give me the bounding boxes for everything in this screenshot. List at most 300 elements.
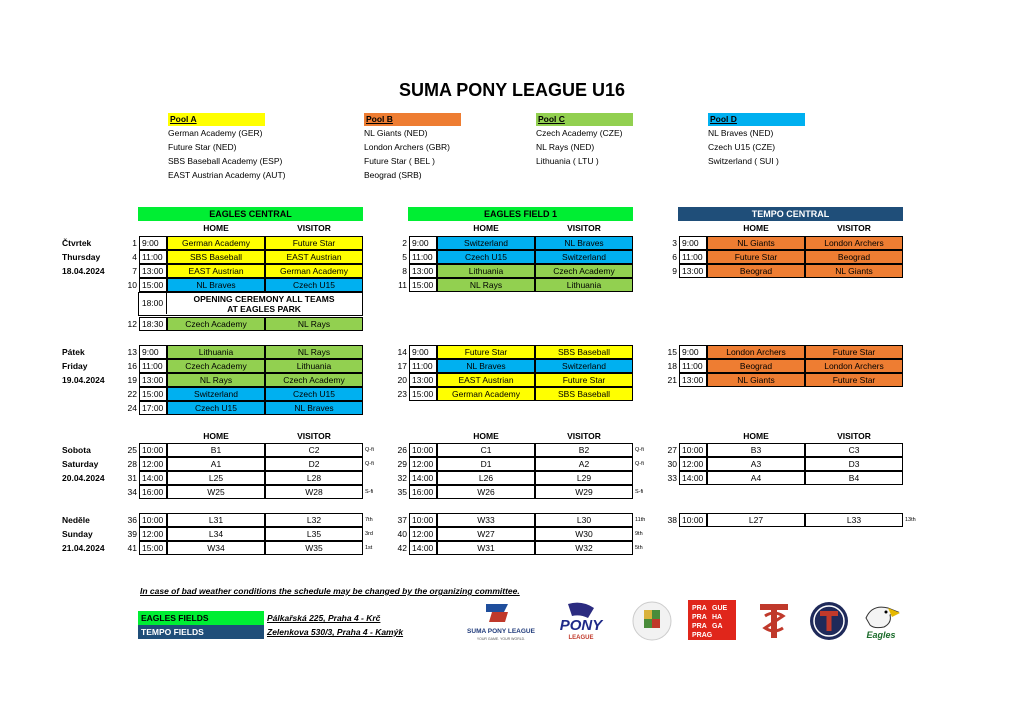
pool-c [536,113,716,168]
game-number: 6 [672,252,677,262]
legend-tempo [138,625,403,639]
game-time: 15:00 [139,541,167,555]
game-row [661,236,931,250]
visitor-column-header: VISITOR [567,431,601,441]
game-time: 12:00 [679,457,707,471]
visitor-team: A2 [535,457,633,471]
round-note: Q-fi [635,447,644,453]
game-time: 14:00 [679,471,707,485]
game-row [391,250,661,264]
home-team: German Academy [167,236,265,250]
game-number: 20 [397,375,407,385]
game-time: 10:00 [679,443,707,457]
home-team: W34 [167,541,265,555]
page-title: SUMA PONY LEAGUE U16 [398,80,626,100]
game-time: 11:00 [679,250,707,264]
home-team: B1 [167,443,265,457]
game-row [121,278,391,292]
home-team: Czech U15 [167,401,265,415]
game-row [121,359,391,373]
visitor-team: NL Rays [265,345,363,359]
game-time: 11:00 [409,250,437,264]
game-row [391,443,661,457]
game-time: 18:30 [139,317,167,331]
visitor-team: W35 [265,541,363,555]
visitor-team: Czech U15 [265,387,363,401]
svg-text:PRA: PRA [692,605,707,612]
visitor-team: B2 [535,443,633,457]
home-team: London Archers [707,345,805,359]
home-team: Beograd [707,264,805,278]
field-header: TEMPO CENTRAL [678,207,903,221]
home-team: W31 [437,541,535,555]
svg-text:Eagles: Eagles [866,630,896,640]
game-row [391,513,661,527]
game-row [391,264,661,278]
ceremony-label: OPENING CEREMONY ALL TEAMS AT EAGLES PARK [193,294,335,314]
game-row [391,387,661,401]
game-row [121,345,391,359]
suma-logo-icon [462,600,540,642]
game-time: 11:00 [409,359,437,373]
round-note: 11th [635,517,646,523]
home-team: NL Rays [167,373,265,387]
pool-team: Future Star ( BEL ) [364,156,436,166]
pool-team: Switzerland ( SUI ) [708,156,779,166]
game-time: 10:00 [139,513,167,527]
game-time: 10:00 [409,443,437,457]
game-number: 27 [667,445,677,455]
game-row [391,373,661,387]
legend-tempo-address: Zelenkova 530/3, Praha 4 - Kamýk [267,627,404,637]
game-row [121,401,391,415]
game-row [121,236,391,250]
game-time: 10:00 [679,513,707,527]
game-row [121,250,391,264]
game-number: 32 [397,473,407,483]
svg-text:PONY: PONY [559,617,603,634]
home-team: Future Star [437,345,535,359]
game-time: 15:00 [409,387,437,401]
game-time: 13:00 [139,264,167,278]
home-team: Lithuania [167,345,265,359]
game-row [661,264,931,278]
game-number: 18 [667,361,677,371]
prague-district-crest [627,600,677,642]
round-note: 5th [635,545,643,551]
visitor-team: NL Rays [265,317,363,331]
game-number: 25 [127,445,137,455]
ceremony-time: 18:00 [139,293,167,314]
home-team: German Academy [437,387,535,401]
game-time: 13:00 [409,264,437,278]
home-team: SBS Baseball [167,250,265,264]
visitor-team: D3 [805,457,903,471]
visitor-team: L28 [265,471,363,485]
game-row [121,387,391,401]
game-number: 30 [667,459,677,469]
game-number: 38 [667,515,677,525]
game-number: 17 [397,361,407,371]
game-number: 39 [127,529,137,539]
home-team: W25 [167,485,265,499]
game-time: 9:00 [679,345,707,359]
tempo-logo-icon [754,600,794,642]
visitor-team: Future Star [805,345,903,359]
visitor-team: Lithuania [535,278,633,292]
game-time: 9:00 [409,236,437,250]
game-time: 12:00 [139,527,167,541]
game-row [391,527,661,541]
home-team: Czech Academy [167,359,265,373]
pool-team: EAST Austrian Academy (AUT) [168,170,286,180]
visitor-team: W30 [535,527,633,541]
pool-team: SBS Baseball Academy (ESP) [168,156,283,166]
pool-team: NL Braves (NED) [708,128,774,138]
game-row [121,513,391,527]
game-number: 24 [127,403,137,413]
game-row [391,471,661,485]
game-row [661,359,931,373]
round-note: S-fi [365,489,374,495]
visitor-column-header: VISITOR [297,223,331,233]
game-time: 13:00 [139,373,167,387]
pool-team: Future Star (NED) [168,142,237,152]
pool-team: NL Giants (NED) [364,128,428,138]
visitor-team: W32 [535,541,633,555]
svg-text:GUE: GUE [712,605,728,612]
game-number: 3 [672,238,677,248]
game-row [391,345,661,359]
home-team: NL Rays [437,278,535,292]
home-team: W33 [437,513,535,527]
visitor-team: EAST Austrian [265,250,363,264]
game-time: 13:00 [679,373,707,387]
visitor-team: Czech U15 [265,278,363,292]
game-row [121,541,391,555]
game-row [121,471,391,485]
round-note: Q-fi [365,447,374,453]
game-row [121,373,391,387]
game-number: 21 [667,375,677,385]
home-team: Future Star [707,250,805,264]
pool-header: Pool B [364,113,461,126]
game-row [661,513,931,527]
round-note: Q-fi [365,461,374,467]
pool-team: German Academy (GER) [168,128,263,138]
home-team: EAST Austrian [167,264,265,278]
home-team: C1 [437,443,535,457]
pool-team: Czech U15 (CZE) [708,142,776,152]
eagles-logo [858,600,904,642]
game-row [391,541,661,555]
day-friday: Pátek Friday 19.04.2024 [62,347,105,385]
visitor-team: D2 [265,457,363,471]
visitor-team: SBS Baseball [535,387,633,401]
pool-team: Czech Academy (CZE) [536,128,623,138]
game-number: 5 [402,252,407,262]
pool-team: NL Rays (NED) [536,142,595,152]
game-row [661,250,931,264]
suma-pony-league-logo [462,600,540,642]
round-note: Q-fi [635,461,644,467]
game-time: 9:00 [139,345,167,359]
home-team: A1 [167,457,265,471]
game-row [661,471,931,485]
home-team: L31 [167,513,265,527]
weather-warning: In case of bad weather conditions the schedule may be changed by the organizing committee. [140,586,520,596]
game-number: 42 [397,543,407,553]
game-time: 14:00 [409,541,437,555]
game-number: 15 [667,347,677,357]
t-logo [808,600,850,642]
game-time: 10:00 [139,443,167,457]
game-number: 9 [672,266,677,276]
visitor-team: NL Braves [535,236,633,250]
home-team: L25 [167,471,265,485]
visitor-team: L30 [535,513,633,527]
game-time: 16:00 [139,485,167,499]
crest-icon [627,600,677,642]
visitor-team: Switzerland [535,359,633,373]
visitor-team: NL Giants [805,264,903,278]
pool-header: Pool A [168,113,265,126]
game-number: 11 [398,280,407,290]
round-note: S-fi [635,489,644,495]
game-time: 12:00 [409,457,437,471]
visitor-team: Czech Academy [535,264,633,278]
game-row [121,264,391,278]
round-note: 1st [365,545,373,551]
pool-header: Pool D [708,113,805,126]
game-time: 15:00 [139,278,167,292]
home-column-header: HOME [743,431,769,441]
home-team: A3 [707,457,805,471]
visitor-team: Lithuania [265,359,363,373]
game-number: 40 [397,529,407,539]
home-team: EAST Austrian [437,373,535,387]
home-team: Switzerland [167,387,265,401]
game-time: 9:00 [139,236,167,250]
game-time: 9:00 [409,345,437,359]
home-team: Czech U15 [437,250,535,264]
visitor-column-header: VISITOR [567,223,601,233]
legend-eagles-name: EAGLES FIELDS [138,611,264,625]
pool-header: Pool C [536,113,633,126]
game-number: 34 [127,487,137,497]
svg-text:HA: HA [712,614,723,621]
game-time: 14:00 [409,471,437,485]
pool-team: London Archers (GBR) [364,142,450,152]
visitor-team: C2 [265,443,363,457]
day-saturday: Sobota Saturday 20.04.2024 [62,445,105,483]
game-time: 12:00 [409,527,437,541]
svg-text:YOUR GAME. YOUR WORLD.: YOUR GAME. YOUR WORLD. [476,637,526,641]
pony-logo-icon [548,600,614,642]
home-team: A4 [707,471,805,485]
game-number: 31 [127,473,137,483]
game-number: 19 [127,375,137,385]
game-number: 37 [397,515,407,525]
legend-tempo-name: TEMPO FIELDS [138,625,264,639]
visitor-team: L29 [535,471,633,485]
home-team: W26 [437,485,535,499]
game-number: 28 [127,459,137,469]
legend-eagles [138,611,380,625]
home-column-header: HOME [203,223,229,233]
svg-text:GA: GA [712,623,723,630]
legend-eagles-address: Pálkařská 225, Praha 4 - Krč [267,613,381,623]
game-row [121,457,391,471]
game-time: 16:00 [409,485,437,499]
round-note: 7th [365,517,373,523]
home-team: NL Giants [707,373,805,387]
game-time: 12:00 [139,457,167,471]
visitor-team: SBS Baseball [535,345,633,359]
game-number: 16 [127,361,137,371]
home-team: NL Braves [437,359,535,373]
game-time: 10:00 [409,513,437,527]
home-column-header: HOME [473,223,499,233]
visitor-team: L33 [805,513,903,527]
game-number: 2 [402,238,407,248]
home-team: W27 [437,527,535,541]
visitor-team: German Academy [265,264,363,278]
game-number: 10 [127,280,137,290]
visitor-team: London Archers [805,236,903,250]
game-row [391,457,661,471]
game-row [391,359,661,373]
home-team: L34 [167,527,265,541]
game-number: 26 [397,445,407,455]
home-team: Czech Academy [167,317,265,331]
home-team: NL Braves [167,278,265,292]
svg-text:PRA: PRA [692,614,707,621]
game-time: 11:00 [139,250,167,264]
pool-team: Beograd (SRB) [364,170,422,180]
game-number: 4 [132,252,137,262]
game-number: 8 [402,266,407,276]
game-number: 36 [127,515,137,525]
visitor-team: L32 [265,513,363,527]
game-row [121,485,391,499]
home-team: Beograd [707,359,805,373]
game-row [661,443,931,457]
game-number: 22 [127,389,137,399]
game-time: 17:00 [139,401,167,415]
home-team: D1 [437,457,535,471]
visitor-team: L35 [265,527,363,541]
visitor-column-header: VISITOR [297,431,331,441]
game-number: 13 [127,347,137,357]
visitor-team: B4 [805,471,903,485]
game-row [121,527,391,541]
game-number: 41 [127,543,137,553]
opening-ceremony [138,292,363,316]
game-time: 13:00 [679,264,707,278]
round-note: 3rd [365,531,373,537]
pool-b [364,113,544,182]
visitor-team: W29 [535,485,633,499]
visitor-team: NL Braves [265,401,363,415]
game-number: 35 [397,487,407,497]
visitor-column-header: VISITOR [837,431,871,441]
game-row [391,236,661,250]
day-thursday: Čtvrtek Thursday 18.04.2024 [62,238,105,276]
visitor-column-header: VISITOR [837,223,871,233]
field-header: EAGLES CENTRAL [138,207,363,221]
game-row [121,443,391,457]
game-row [661,373,931,387]
visitor-team: Future Star [535,373,633,387]
game-row [661,457,931,471]
game-time: 11:00 [679,359,707,373]
game-row [391,485,661,499]
home-team: NL Giants [707,236,805,250]
svg-text:PRA: PRA [692,623,707,630]
game-number: 7 [132,266,137,276]
home-team: Lithuania [437,264,535,278]
visitor-team: Future Star [265,236,363,250]
visitor-team: Switzerland [535,250,633,264]
tempo-logo [754,600,794,642]
svg-text:LEAGUE: LEAGUE [568,635,594,641]
round-note: 13th [905,517,916,523]
pool-team: Lithuania ( LTU ) [536,156,599,166]
praha-logo-icon [688,600,736,640]
svg-text:PRAG: PRAG [692,632,713,639]
pony-league-logo [548,600,614,642]
home-team: L26 [437,471,535,485]
home-column-header: HOME [203,431,229,441]
round-note: 9th [635,531,643,537]
visitor-team: Czech Academy [265,373,363,387]
game-number: 14 [397,347,407,357]
home-team: Switzerland [437,236,535,250]
eagle-icon [858,600,904,642]
svg-text:SUMA PONY LEAGUE: SUMA PONY LEAGUE [467,628,535,635]
home-team: B3 [707,443,805,457]
praha-logo [688,600,736,640]
game-time: 11:00 [139,359,167,373]
visitor-team: C3 [805,443,903,457]
game-row [661,345,931,359]
home-team: L27 [707,513,805,527]
game-row [391,278,661,292]
day-sunday: Neděle Sunday 21.04.2024 [62,515,105,553]
game-number: 12 [127,319,137,329]
game-time: 14:00 [139,471,167,485]
home-column-header: HOME [743,223,769,233]
pool-a [168,113,348,182]
visitor-team: London Archers [805,359,903,373]
game-time: 15:00 [409,278,437,292]
game-row [121,317,391,331]
game-number: 1 [132,238,137,248]
visitor-team: Future Star [805,373,903,387]
pool-d [708,113,888,168]
t-logo-icon [808,600,850,642]
visitor-team: W28 [265,485,363,499]
field-header: EAGLES FIELD 1 [408,207,633,221]
game-time: 9:00 [679,236,707,250]
home-column-header: HOME [473,431,499,441]
game-number: 29 [397,459,407,469]
visitor-team: Beograd [805,250,903,264]
game-number: 33 [667,473,677,483]
game-time: 15:00 [139,387,167,401]
game-time: 13:00 [409,373,437,387]
